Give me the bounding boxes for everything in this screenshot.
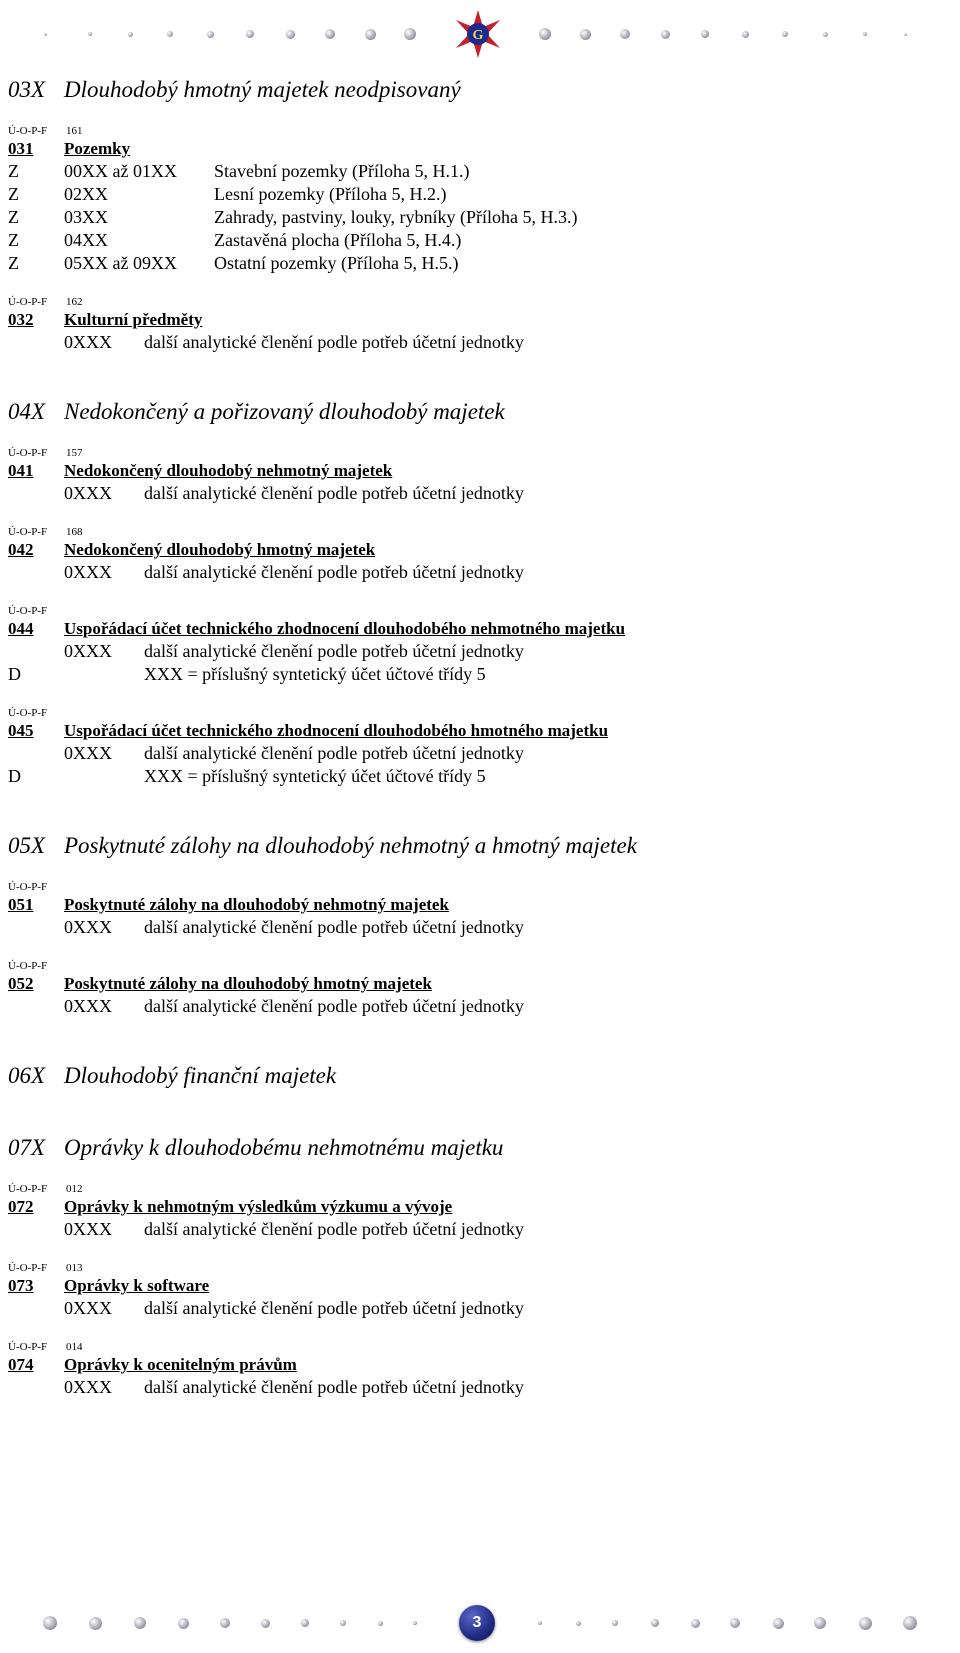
- account-title: Poskytnuté zálohy na dlouhodobý nehmotný majetek: [64, 895, 449, 914]
- decorative-dot: [246, 30, 254, 38]
- account-title-row: [8, 973, 948, 995]
- account-title-row: [8, 539, 948, 561]
- reference-label: Ú-O-P-F: [8, 960, 48, 972]
- account-title: Oprávky k software: [64, 1276, 210, 1295]
- logo-letter: G: [472, 28, 484, 43]
- decorative-dot: [782, 31, 788, 37]
- decorative-dot: [261, 1619, 270, 1628]
- row-spacer: [64, 663, 144, 686]
- analytic-row: [8, 916, 948, 939]
- row-text: Ostatní pozemky (Příloha 5, H.5.): [214, 253, 459, 273]
- decorative-dot: [576, 1621, 581, 1626]
- decorative-dot: [701, 30, 709, 38]
- row-code: 02XX: [64, 184, 108, 204]
- class-heading: [8, 832, 948, 860]
- analytic-row: [8, 995, 948, 1018]
- class-heading: [8, 398, 948, 426]
- row-code: 0XXX: [64, 641, 112, 661]
- account-title-row: [8, 618, 948, 640]
- row-text: Lesní pozemky (Příloha 5, H.2.): [214, 184, 447, 204]
- reference-code: 162: [66, 296, 83, 308]
- account-number: 072: [8, 1197, 34, 1216]
- decorative-dot: [365, 29, 376, 40]
- row-code: 0XXX: [64, 917, 112, 937]
- account-title: Pozemky: [64, 139, 131, 158]
- account-title-row: [8, 309, 948, 331]
- reference-code: 161: [66, 125, 83, 137]
- account-reference: [8, 604, 948, 618]
- account-reference: [8, 1261, 948, 1275]
- row-text: další analytické členění podle potřeb účetní jednotky: [144, 917, 524, 937]
- row-prefix: [8, 995, 64, 1018]
- account-title: Oprávky k nehmotným výsledkům výzkumu a vývoje: [64, 1197, 453, 1216]
- decorative-dot: [538, 1621, 542, 1625]
- account-reference: [8, 880, 948, 894]
- note-row: [8, 663, 948, 686]
- analytic-row: [8, 252, 948, 275]
- row-text: další analytické členění podle potřeb účetní jednotky: [144, 1298, 524, 1318]
- account-title: Kulturní předměty: [64, 310, 203, 329]
- decorative-dot: [413, 1621, 417, 1625]
- row-code: 0XXX: [64, 483, 112, 503]
- analytic-row: [8, 640, 948, 663]
- decorative-dot: [730, 1618, 740, 1628]
- account-number: 044: [8, 619, 34, 638]
- class-title: Poskytnuté zálohy na dlouhodobý nehmotný a hmotný majetek: [64, 833, 637, 858]
- decorative-dot: [325, 29, 335, 39]
- row-prefix: [8, 482, 64, 505]
- analytic-row: [8, 331, 948, 354]
- row-code: 0XXX: [64, 562, 112, 582]
- account-reference: [8, 446, 948, 460]
- decorative-dot: [207, 31, 214, 38]
- reference-label: Ú-O-P-F: [8, 125, 48, 137]
- decorative-dot: [863, 32, 867, 36]
- account-title-row: [8, 1196, 948, 1218]
- decorative-dot: [286, 30, 295, 39]
- row-text: další analytické členění podle potřeb účetní jednotky: [144, 1377, 524, 1397]
- analytic-row: [8, 482, 948, 505]
- row-prefix: [8, 640, 64, 663]
- account-title: Nedokončený dlouhodobý hmotný majetek: [64, 540, 376, 559]
- row-text: další analytické členění podle potřeb účetní jednotky: [144, 483, 524, 503]
- decorative-dot: [88, 32, 92, 36]
- account-reference: [8, 1340, 948, 1354]
- row-code: 04XX: [64, 230, 108, 250]
- row-prefix: Z: [8, 161, 19, 181]
- reference-label: Ú-O-P-F: [8, 296, 48, 308]
- analytic-row: [8, 742, 948, 765]
- decorative-dot: [167, 31, 173, 37]
- decorative-dot: [823, 32, 828, 37]
- decorative-dot: [89, 1617, 102, 1630]
- decorative-dot: [128, 32, 133, 37]
- account-title-row: [8, 1354, 948, 1376]
- analytic-row: [8, 1297, 948, 1320]
- reference-label: Ú-O-P-F: [8, 707, 48, 719]
- class-code: 05X: [8, 833, 46, 858]
- reference-label: Ú-O-P-F: [8, 1262, 48, 1274]
- reference-label: Ú-O-P-F: [8, 1341, 48, 1353]
- row-prefix: Z: [8, 184, 19, 204]
- row-prefix: D: [8, 664, 21, 684]
- account-title: Poskytnuté zálohy na dlouhodobý hmotný majetek: [64, 974, 432, 993]
- row-text: další analytické členění podle potřeb účetní jednotky: [144, 332, 524, 352]
- row-text: další analytické členění podle potřeb účetní jednotky: [144, 996, 524, 1016]
- decorative-dot: [404, 28, 416, 40]
- decorative-dot: [620, 29, 630, 39]
- row-code: 0XXX: [64, 1219, 112, 1239]
- row-text: Zahrady, pastviny, louky, rybníky (Příloha 5, H.3.): [214, 207, 578, 227]
- row-text: další analytické členění podle potřeb účetní jednotky: [144, 641, 524, 661]
- row-code: 03XX: [64, 207, 108, 227]
- analytic-row: [8, 229, 948, 252]
- analytic-row: [8, 183, 948, 206]
- class-heading: [8, 76, 948, 104]
- account-number: 074: [8, 1355, 34, 1374]
- row-code: 0XXX: [64, 1298, 112, 1318]
- reference-code: 013: [66, 1262, 83, 1274]
- account-title: Oprávky k ocenitelným právům: [64, 1355, 297, 1374]
- row-text: XXX = příslušný syntetický účet účtové třídy 5: [144, 664, 486, 684]
- decorative-dot: [773, 1618, 784, 1629]
- class-title: Oprávky k dlouhodobému nehmotnému majetku: [64, 1135, 504, 1160]
- row-code: 05XX až 09XX: [64, 253, 177, 273]
- analytic-row: [8, 561, 948, 584]
- account-number: 045: [8, 721, 34, 740]
- decorative-dot: [742, 31, 749, 38]
- class-heading: [8, 1062, 948, 1090]
- decorative-dot: [580, 29, 591, 40]
- account-reference: [8, 295, 948, 309]
- account-title: Nedokončený dlouhodobý nehmotný majetek: [64, 461, 393, 480]
- decorative-dot: [539, 28, 551, 40]
- class-title: Dlouhodobý hmotný majetek neodpisovaný: [64, 77, 461, 102]
- row-text: další analytické členění podle potřeb účetní jednotky: [144, 743, 524, 763]
- row-prefix: Z: [8, 253, 19, 273]
- decorative-dot: [691, 1619, 700, 1628]
- analytic-row: [8, 160, 948, 183]
- decorative-dot: [301, 1619, 309, 1627]
- row-prefix: [8, 1376, 64, 1399]
- decorative-dot: [378, 1621, 383, 1626]
- class-code: 06X: [8, 1063, 46, 1088]
- reference-label: Ú-O-P-F: [8, 526, 48, 538]
- account-number: 073: [8, 1276, 34, 1295]
- row-code: 00XX až 01XX: [64, 161, 177, 181]
- account-reference: [8, 525, 948, 539]
- decorative-dot: [651, 1619, 659, 1627]
- account-title-row: [8, 894, 948, 916]
- account-reference: [8, 124, 948, 138]
- account-title-row: [8, 1275, 948, 1297]
- account-reference: [8, 959, 948, 973]
- logo-star-icon: [452, 8, 504, 60]
- decorative-dot: [612, 1620, 618, 1626]
- row-prefix: [8, 561, 64, 584]
- account-number: 041: [8, 461, 34, 480]
- row-text: Stavební pozemky (Příloha 5, H.1.): [214, 161, 470, 181]
- account-number: 052: [8, 974, 34, 993]
- row-text: další analytické členění podle potřeb účetní jednotky: [144, 562, 524, 582]
- account-title: Uspořádací účet technického zhodnocení dlouhodobého nehmotného majetku: [64, 619, 626, 638]
- row-text: další analytické členění podle potřeb účetní jednotky: [144, 1219, 524, 1239]
- decorative-dot: [44, 33, 47, 36]
- class-title: Dlouhodobý finanční majetek: [64, 1063, 337, 1088]
- row-prefix: [8, 916, 64, 939]
- row-code: 0XXX: [64, 1377, 112, 1397]
- account-title-row: [8, 720, 948, 742]
- account-number: 031: [8, 139, 34, 158]
- account-number: 032: [8, 310, 34, 329]
- class-title: Nedokončený a pořizovaný dlouhodobý majetek: [64, 399, 505, 424]
- reference-code: 168: [66, 526, 83, 538]
- row-text: XXX = příslušný syntetický účet účtové třídy 5: [144, 766, 486, 786]
- row-prefix: [8, 1297, 64, 1320]
- row-prefix: Z: [8, 230, 19, 250]
- class-heading: [8, 1134, 948, 1162]
- account-title-row: [8, 460, 948, 482]
- reference-label: Ú-O-P-F: [8, 605, 48, 617]
- reference-code: 157: [66, 447, 83, 459]
- class-code: 07X: [8, 1135, 46, 1160]
- analytic-row: [8, 1376, 948, 1399]
- analytic-row: [8, 206, 948, 229]
- reference-label: Ú-O-P-F: [8, 1183, 48, 1195]
- reference-label: Ú-O-P-F: [8, 447, 48, 459]
- row-spacer: [64, 765, 144, 788]
- decorative-dot: [178, 1618, 189, 1629]
- row-prefix: [8, 1218, 64, 1241]
- account-reference: [8, 1182, 948, 1196]
- class-code: 03X: [8, 77, 46, 102]
- decorative-dot: [220, 1618, 230, 1628]
- row-prefix: [8, 331, 64, 354]
- reference-code: 012: [66, 1183, 83, 1195]
- row-prefix: Z: [8, 207, 19, 227]
- row-prefix: D: [8, 766, 21, 786]
- row-code: 0XXX: [64, 332, 112, 352]
- reference-label: Ú-O-P-F: [8, 881, 48, 893]
- decorative-dot: [134, 1617, 146, 1629]
- decorative-dot: [340, 1620, 346, 1626]
- decorative-dot: [903, 1616, 917, 1630]
- row-code: 0XXX: [64, 743, 112, 763]
- account-title-row: [8, 138, 948, 160]
- account-reference: [8, 706, 948, 720]
- row-code: 0XXX: [64, 996, 112, 1016]
- decorative-dot: [43, 1616, 57, 1630]
- reference-code: 014: [66, 1341, 83, 1353]
- document-body: [8, 70, 948, 1399]
- account-number: 051: [8, 895, 34, 914]
- note-row: [8, 765, 948, 788]
- account-title: Uspořádací účet technického zhodnocení dlouhodobého hmotného majetku: [64, 721, 609, 740]
- decorative-dot: [661, 30, 670, 39]
- decorative-dot: [814, 1617, 826, 1629]
- class-code: 04X: [8, 399, 46, 424]
- row-text: Zastavěná plocha (Příloha 5, H.4.): [214, 230, 462, 250]
- decorative-dot: [904, 33, 907, 36]
- row-prefix: [8, 742, 64, 765]
- page-number-badge: 3: [459, 1605, 495, 1641]
- decorative-dot: [859, 1617, 872, 1630]
- account-number: 042: [8, 540, 34, 559]
- analytic-row: [8, 1218, 948, 1241]
